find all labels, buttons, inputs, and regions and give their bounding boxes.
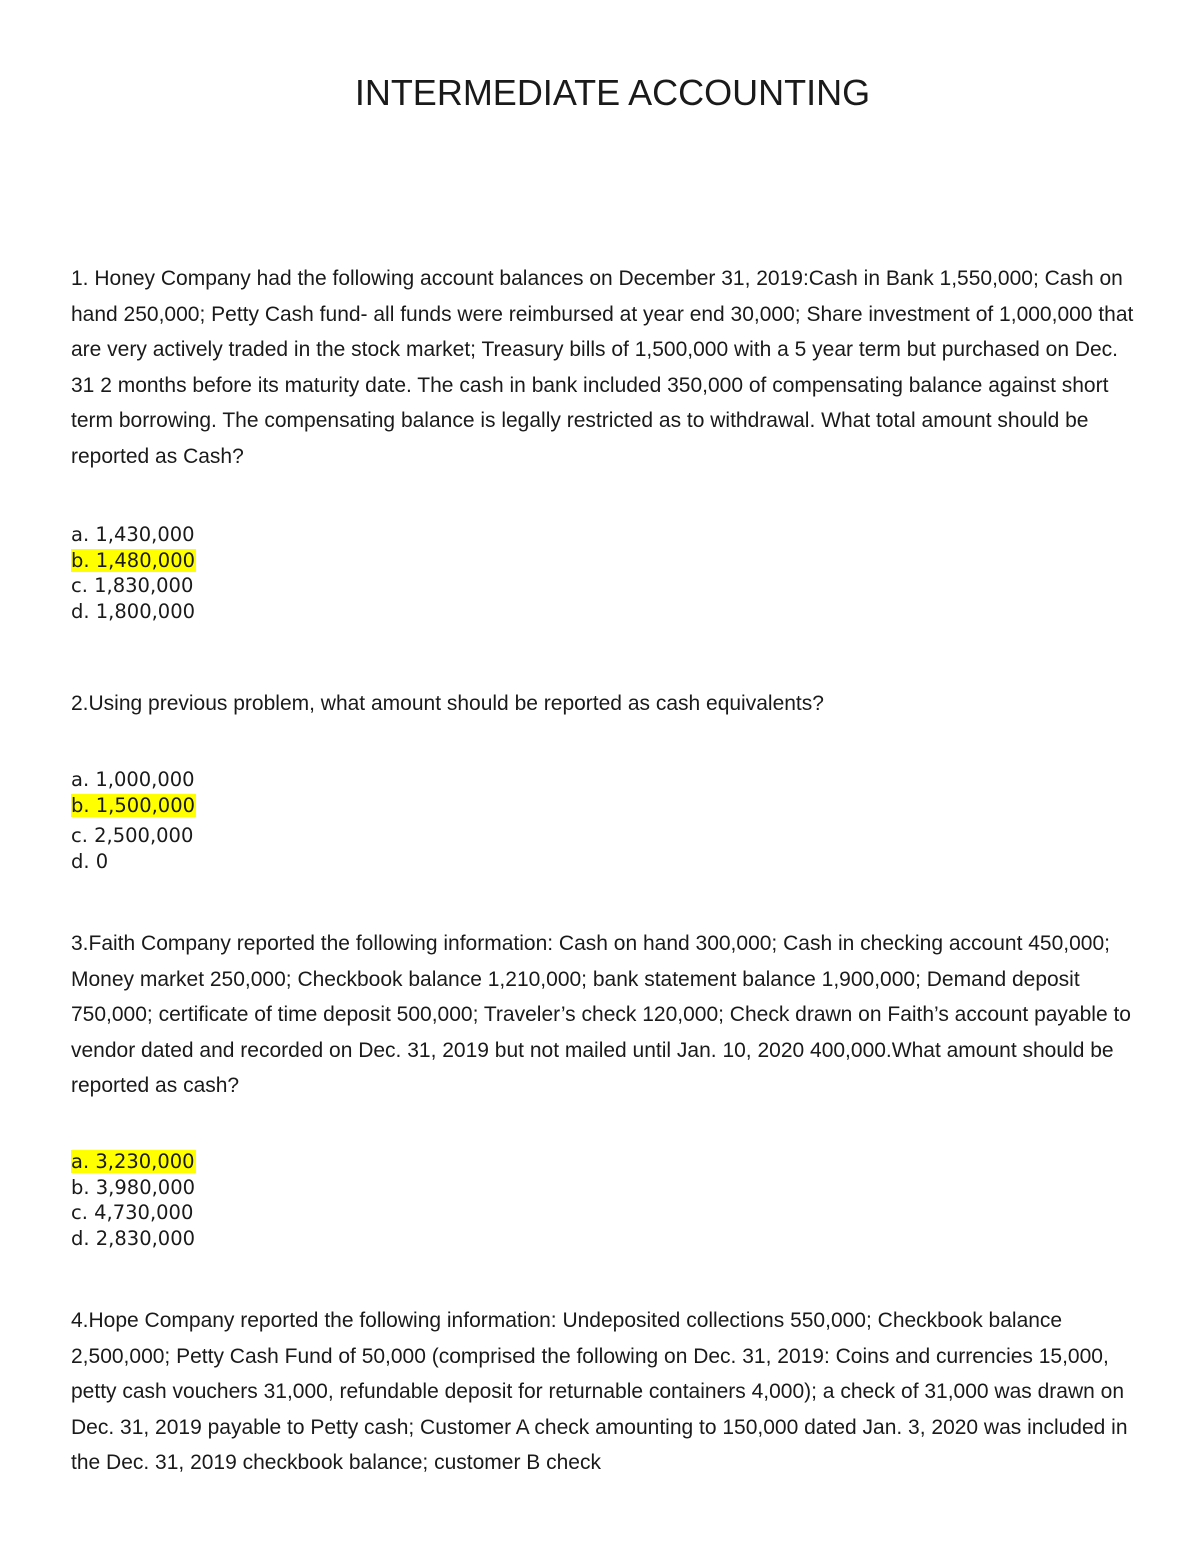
option-c: [71, 573, 196, 599]
question-3-options: [71, 1149, 196, 1251]
document-title: INTERMEDIATE ACCOUNTING: [354, 72, 871, 113]
option-b-highlighted: [71, 548, 196, 574]
option-d: [71, 1226, 196, 1252]
option-d-text: d. 0: [71, 849, 109, 873]
option-d-text: d. 2,830,000: [71, 1226, 196, 1250]
option-b-text: b. 1,500,000: [71, 793, 196, 817]
option-b-text: b. 1,480,000: [71, 548, 196, 572]
option-a-text: a. 1,430,000: [71, 523, 195, 546]
question-4-text: 4.Hope Company reported the following information: Undeposited collections 550,000; Checkbook balance 2,500,000; Petty Cash Fund of 50,000 (comprised the following on Dec. 31, 2019: Coins and currencies 15,000, petty cash vouchers 31,000, refundable deposit for returnable containers 4,000); a check of 31,000 was drawn on Dec. 31, 2019 payable to Petty cash; Customer A check amounting to 150,000 dated Jan. 3, 2020 was included in the Dec. 31, 2019 checkbook balance; customer B check: [71, 1309, 1128, 1474]
option-c-text: c. 4,730,000: [71, 1201, 194, 1224]
option-c-text: c. 1,830,000: [71, 574, 194, 597]
option-a-highlighted: [71, 1149, 196, 1175]
option-d: [71, 849, 196, 875]
option-a-text: a. 1,000,000: [71, 768, 195, 791]
question-2-text: 2.Using previous problem, what amount should be reported as cash equivalents?: [71, 692, 824, 715]
question-2-options: [71, 767, 196, 874]
option-a: [71, 522, 196, 548]
option-b: [71, 1175, 196, 1201]
option-c: [71, 823, 196, 849]
question-1-text: 1. Honey Company had the following account balances on December 31, 2019:Cash in Bank 1,550,000; Cash on hand 250,000; Petty Cash fund- all funds were reimbursed at year end 30,000; Share investment of 1,000,000 that are very actively traded in the stock market; Treasury bills of 1,500,000 with a 5 year term but purchased on Dec. 31 2 months before its maturity date. The cash in bank included 350,000 of compensating balance against short term borrowing. The compensating balance is legally restricted as to withdrawal. What total amount should be reported as Cash?: [71, 267, 1134, 468]
option-d-text: d. 1,800,000: [71, 599, 196, 623]
option-a-text: a. 3,230,000: [71, 1150, 195, 1173]
option-a: [71, 767, 196, 793]
option-d: [71, 599, 196, 625]
question-1-options: [71, 522, 196, 624]
option-c: [71, 1200, 196, 1226]
question-3-text: 3.Faith Company reported the following information: Cash on hand 300,000; Cash in checking account 450,000; Money market 250,000; Checkbook balance 1,210,000; bank statement balance 1,900,000; Demand deposit 750,000; certificate of time deposit 500,000; Traveler’s check 120,000; Check drawn on Faith’s account payable to vendor dated and recorded on Dec. 31, 2019 but not mailed until Jan. 10, 2020 400,000.What amount should be reported as cash?: [71, 932, 1131, 1097]
option-b-text: b. 3,980,000: [71, 1175, 196, 1199]
option-c-text: c. 2,500,000: [71, 824, 194, 847]
option-b-highlighted: [71, 793, 196, 819]
